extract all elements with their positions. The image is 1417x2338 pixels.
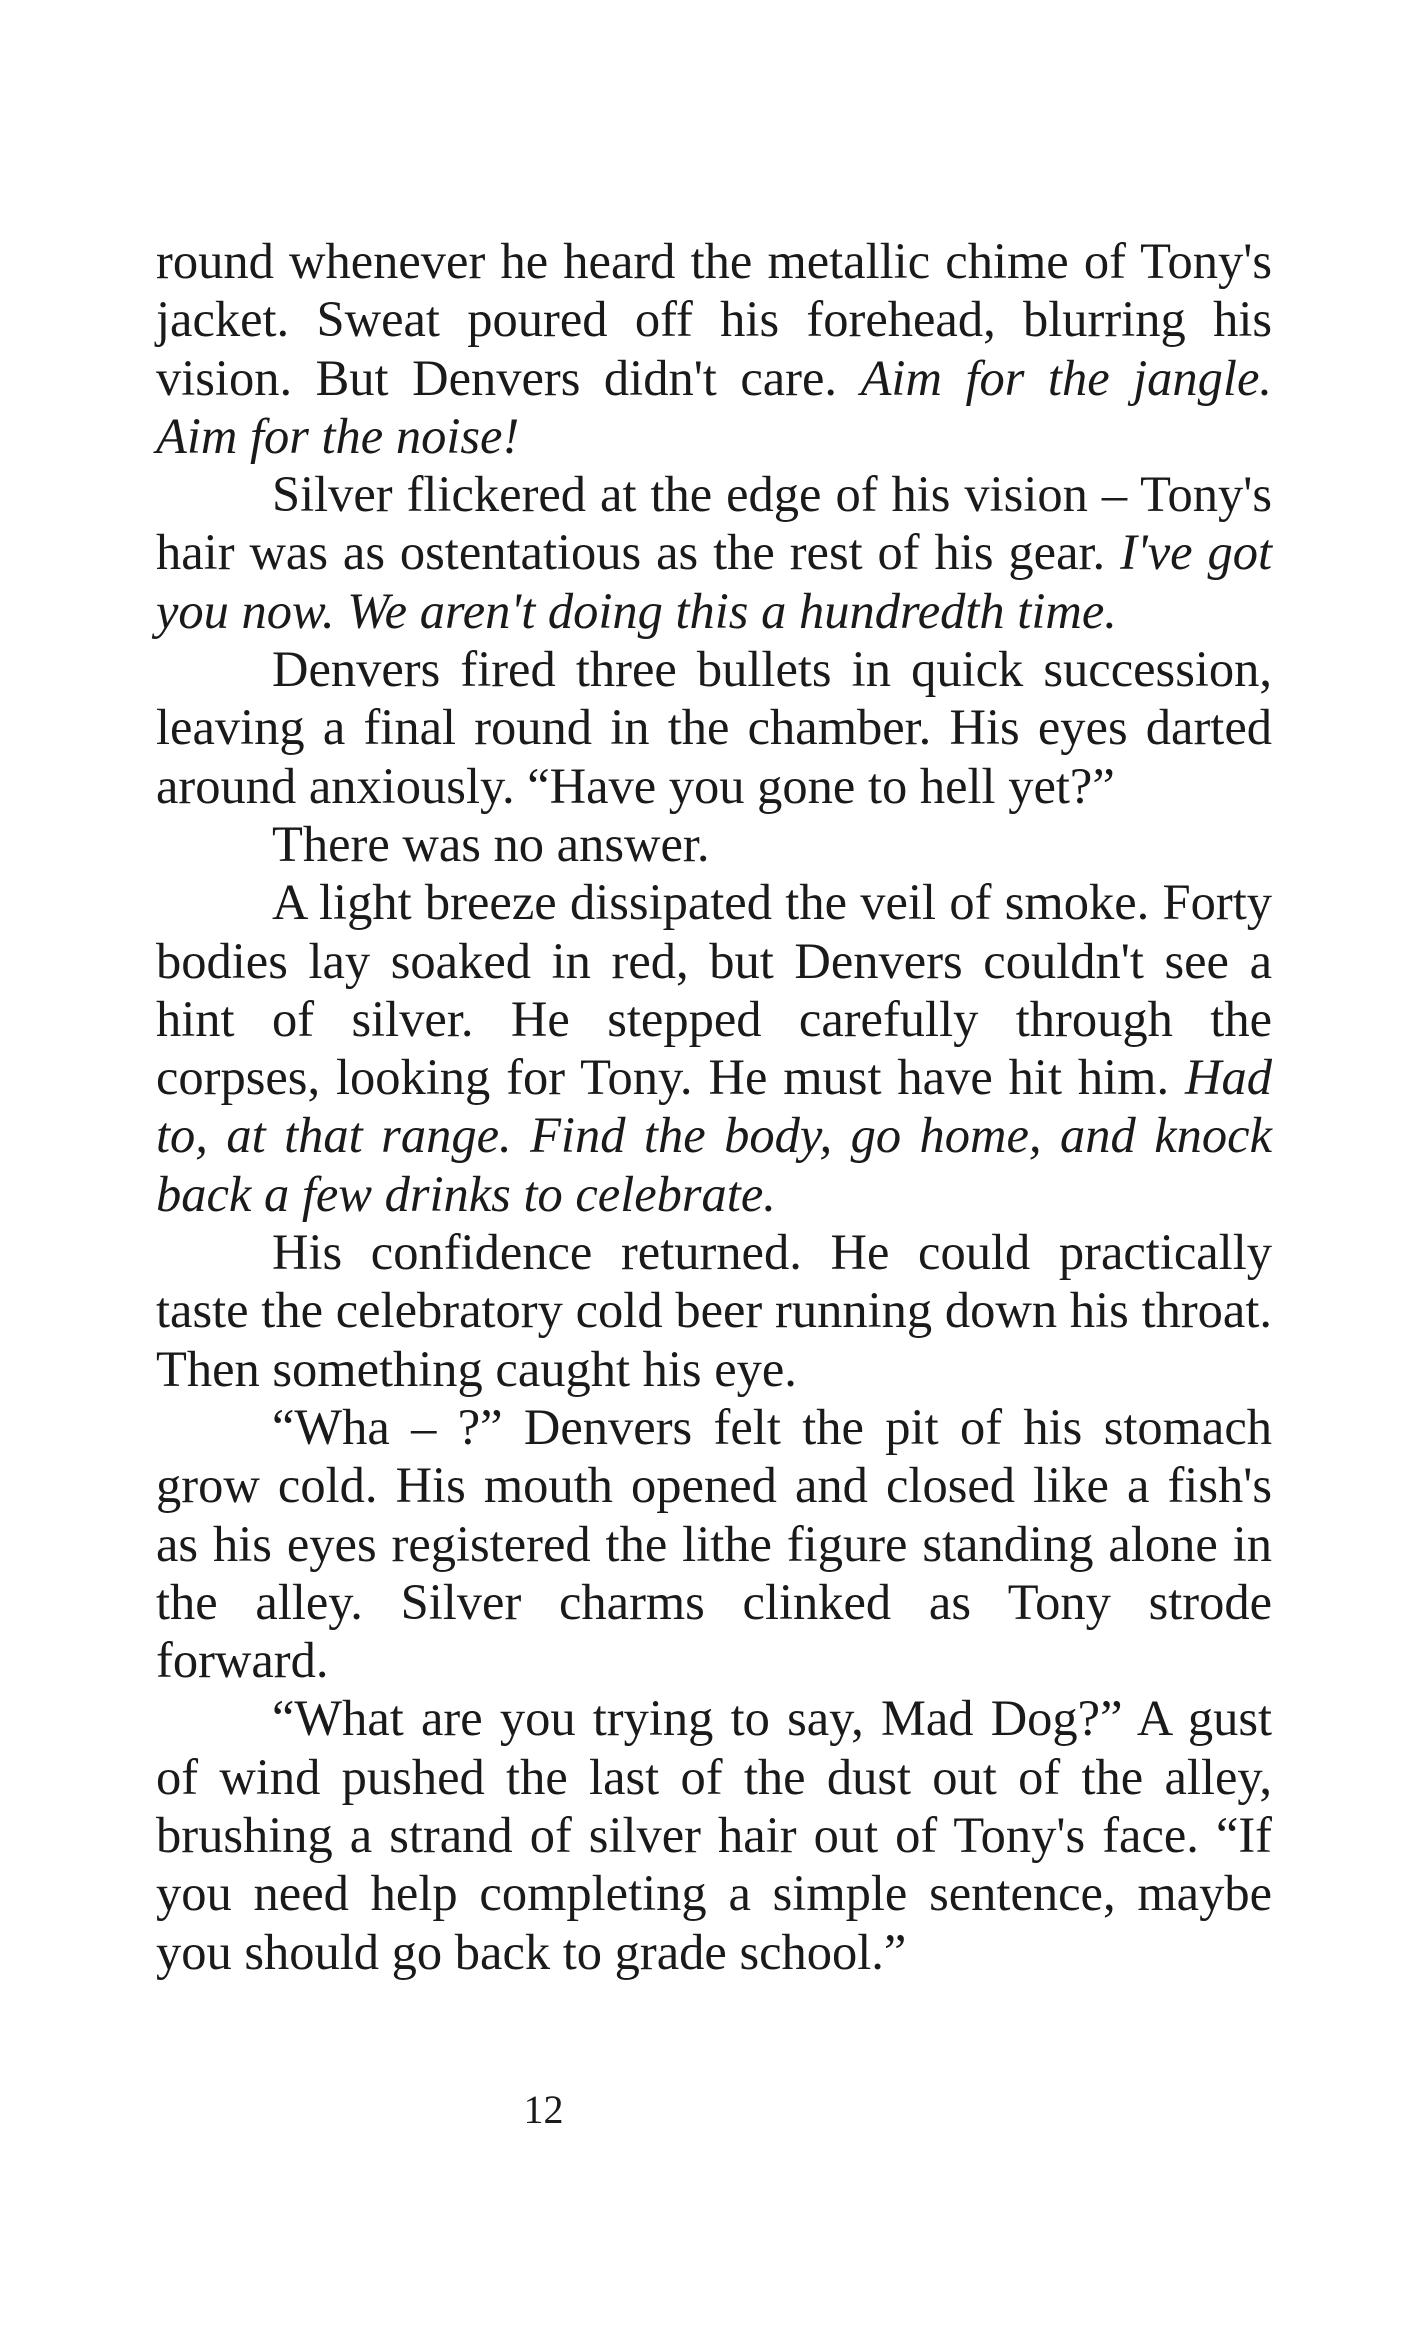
paragraph-4 — [156, 815, 1272, 873]
page-number: 12 — [523, 2087, 564, 2132]
paragraph-8 — [156, 1689, 1272, 1980]
paragraph-3 — [156, 640, 1272, 815]
paragraph-text: His confidence returned. He could practically taste the celebratory cold beer running down his throat. Then something caught his eye. — [156, 1224, 1272, 1397]
paragraph-text: “Wha – ?” Denvers felt the pit of his stomach grow cold. His mouth opened and closed like a fish's as his eyes registered the lithe figure standing alone in the alley. Silver charms clinked as Tony strode forward. — [156, 1398, 1272, 1689]
paragraph-7 — [156, 1398, 1272, 1689]
italic-thought: Had to, at that range. Find the body, go home, and knock back a few drinks to celebrate. — [156, 1049, 1272, 1222]
paragraph-6 — [156, 1223, 1272, 1398]
paragraph-5 — [156, 873, 1272, 1223]
body-text — [156, 232, 1272, 1981]
paragraph-text: There was no answer. — [272, 815, 710, 872]
italic-thought: Aim for the jangle. Aim for the noise! — [156, 349, 1272, 464]
paragraph-1 — [156, 232, 1272, 465]
italic-thought: I've got you now. We aren't doing this a hundredth time. — [156, 524, 1273, 639]
paragraph-text: “What are you trying to say, Mad Dog?” A gust of wind pushed the last of the dust out of the alley, brushing a strand of silver hair out of Tony's face. “If you need help completing a simple sentence, maybe you should go back to grade school.” — [156, 1690, 1272, 1980]
paragraph-text: Denvers fired three bullets in quick succession, leaving a final round in the chamber. His eyes darted around anxiously. “Have you gone to hell yet?” — [156, 641, 1272, 814]
paragraph-text: Silver flickered at the edge of his vision – Tony's hair was as ostentatious as the rest of his gear. — [156, 466, 1272, 581]
paragraph-2 — [156, 465, 1272, 640]
paragraph-text: A light breeze dissipated the veil of smoke. Forty bodies lay soaked in red, but Denvers couldn't see a hint of silver. He stepped carefully through the corpses, looking for Tony. He must have hit him. — [156, 874, 1272, 1106]
paragraph-text: round whenever he heard the metallic chime of Tony's jacket. Sweat poured off his forehead, blurring his vision. But Denvers didn't care. — [156, 233, 1272, 406]
